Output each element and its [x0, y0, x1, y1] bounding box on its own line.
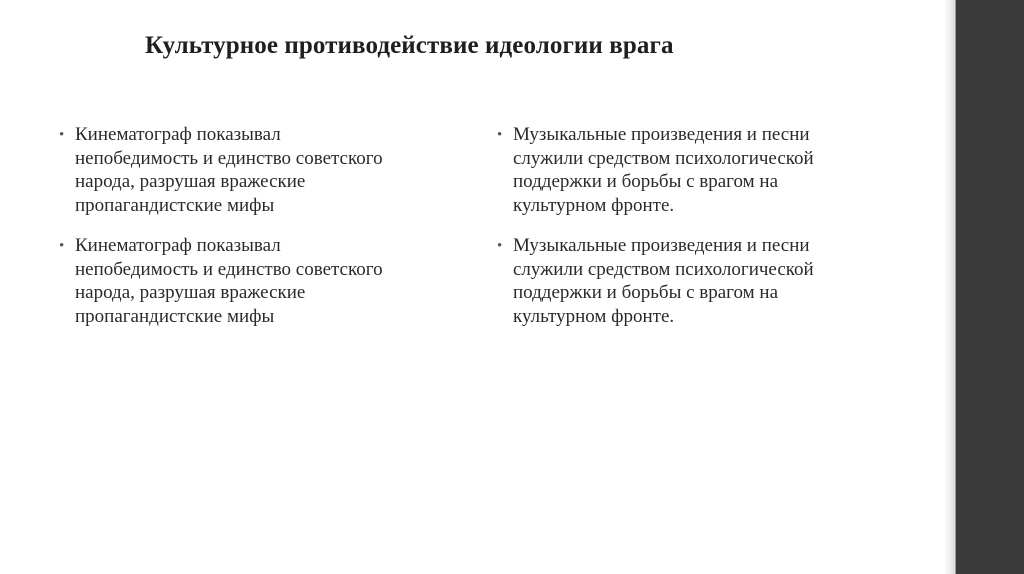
bullet-dot-icon: • — [497, 127, 503, 143]
right-column — [494, 123, 884, 345]
bullet-dot-icon: • — [59, 238, 65, 254]
bullet-item — [56, 123, 446, 217]
bullet-line: пропагандистские мифы — [75, 194, 275, 216]
bullet-dot-icon: • — [497, 238, 503, 254]
bullet-line: поддержки и борьбы с врагом на — [513, 171, 779, 192]
bullet-dot-icon: • — [59, 127, 65, 143]
bullet-line: пропагандистские мифы — [75, 305, 275, 327]
bullet-line: Кинематограф показывал — [75, 235, 281, 256]
bullet-line: непобедимость и единство советского — [75, 258, 383, 280]
bullet-line: культурном фронте. — [513, 194, 675, 216]
slide-title: Культурное противодействие идеологии врага — [145, 32, 674, 59]
bullet-line: Музыкальные произведения и песни — [513, 235, 810, 256]
bullet-line: поддержки и борьбы с врагом на — [513, 282, 779, 303]
bullet-line: непобедимость и единство советского — [75, 147, 383, 169]
bullet-line: Музыкальные произведения и песни — [513, 124, 810, 145]
bullet-item — [56, 234, 446, 328]
bullet-item — [494, 234, 884, 328]
bullet-line: Кинематограф показывал — [75, 124, 281, 145]
left-column — [56, 123, 446, 345]
right-bullet-list — [494, 123, 884, 328]
slide-side-bar — [956, 0, 1024, 574]
bullet-line: служили средством психологической — [513, 147, 814, 169]
bullet-line: служили средством психологической — [513, 258, 814, 280]
bullet-line: народа, разрушая вражеские — [75, 282, 306, 303]
bullet-line: культурном фронте. — [513, 305, 675, 327]
bullet-item — [494, 123, 884, 217]
bullet-line: народа, разрушая вражеские — [75, 171, 306, 192]
left-bullet-list — [56, 123, 446, 328]
